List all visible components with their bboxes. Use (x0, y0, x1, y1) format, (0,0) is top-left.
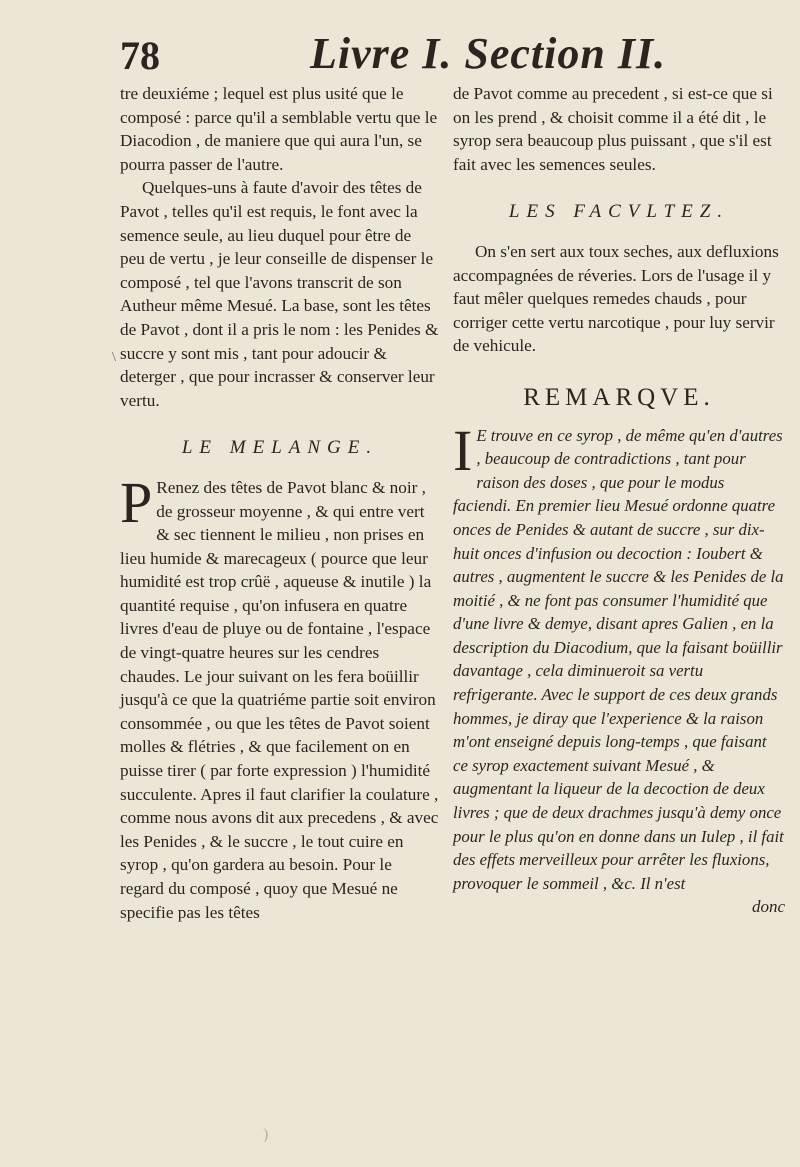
section-heading-remarque: REMARQVE. (523, 383, 715, 411)
drop-cap-i: I (453, 417, 473, 483)
page-header (0, 28, 800, 78)
paragraph-quelques-uns: Quelques-uns à faute d'avoir des têtes de Pavot , telles qu'il est requis, le font avec la semence seule, au lieu duquel pour être de peu de vertu , je leur conseille de dispenser le composé , tel que l'avons transcrit de son Autheur même Mesué. La base, sont les têtes de Pavot , dont il a pris le nom : les Penides & succre y sont mis , tant pour adoucir & deterger , que pour incrasser & conserver leur vertu. (120, 178, 439, 410)
left-column (120, 82, 440, 924)
melange-paragraph (120, 469, 440, 924)
paragraph-continuation: tre deuxiéme ; lequel est plus usité que le composé : parce qu'il a semblable vertu que le Diacodion , de maniere que qui aura l'un, se pourra passer de l'autre. (120, 84, 438, 174)
bottom-mark: ) (263, 1126, 269, 1143)
catchword: donc (751, 897, 785, 917)
facultez-paragraph: On s'en sert aux toux seches, aux defluxions accompagnées de réveries. Lors de l'usage il y faut mêler quelques remedes chauds , pour corriger cette vertu narcotique , pour luy servir de vehicule. (453, 241, 779, 356)
remarque-text: E trouve en ce syrop , de même qu'en d'autres , beaucoup de contradictions , tant pour raison des doses , que pour le modus faciendi. En premier lieu Mesué ordonne quatre onces de Penides & autant de succre , sur dix-huit onces d'infusion ou decoction : Ioubert & autres , augmentent le succre & les Penides de la moitié , & ne font pas consumer l'humidité que d'une livre & demye, disant apres Galien , en la description du Diacodium, que la faisant boüillir davantage , cela diminueroit sa vertu refrigerante. Avec le support de ces deux grands hommes, je diray que l'experience & la raison m'ont enseigné depuis long-temps , que faisant ce syrop exactement suivant Mesué , & augmentant la liqueur de la decoction de deux livres ; que de deux drachmes jusqu'à demy once pour le plus qu'on en donne dans un Iulep , il fait des effets merveilleux pour arrêter les fluxions, provoquer le sommeil , &c. Il n'est (453, 425, 784, 893)
drop-cap-p: P (120, 469, 153, 535)
running-head: Livre I. Section II. (310, 29, 667, 78)
right-column (453, 82, 785, 919)
margin-mark: \ (112, 350, 116, 365)
paragraph-pavot-continuation: de Pavot comme au precedent , si est-ce que si on les prend , & choisit comme il a été dit , le syrop sera beaucoup plus puissant , que s'il est fait avec les semences seules. (453, 84, 773, 174)
remarque-paragraph (453, 417, 785, 896)
section-heading-melange: LE MELANGE. (181, 437, 379, 459)
melange-text: Renez des têtes de Pavot blanc & noir , de grosseur moyenne , & qui entre vert & sec tiennent le milieu , non prises en lieu humide & marecageux ( pource que leur humidité est trop crûë , aqueuse & inutile ) la quantité requise , qu'on infusera en quatre livres d'eau de pluye ou de fontaine , l'espace de vingt-quatre heures sur les cendres chaudes. Le jour suivant on les fera boüillir jusqu'à ce que la quatriéme partie soit environ consommée , ou que les têtes de Pavot soient molles & flétries , & que facilement on en puisse tirer ( par forte expression ) l'humidité succulente. Apres il faut clarifier la coulature , comme nous avons dit aux precedens , & avec les Penides , & le succre , le tout cuire en syrop , qu'on gardera au besoin. Pour le regard du composé , quoy que Mesué ne specifie pas les têtes (120, 477, 439, 922)
section-heading-facultez: LES FACVLTEZ. (508, 201, 730, 223)
page-number: 78 (120, 33, 160, 78)
